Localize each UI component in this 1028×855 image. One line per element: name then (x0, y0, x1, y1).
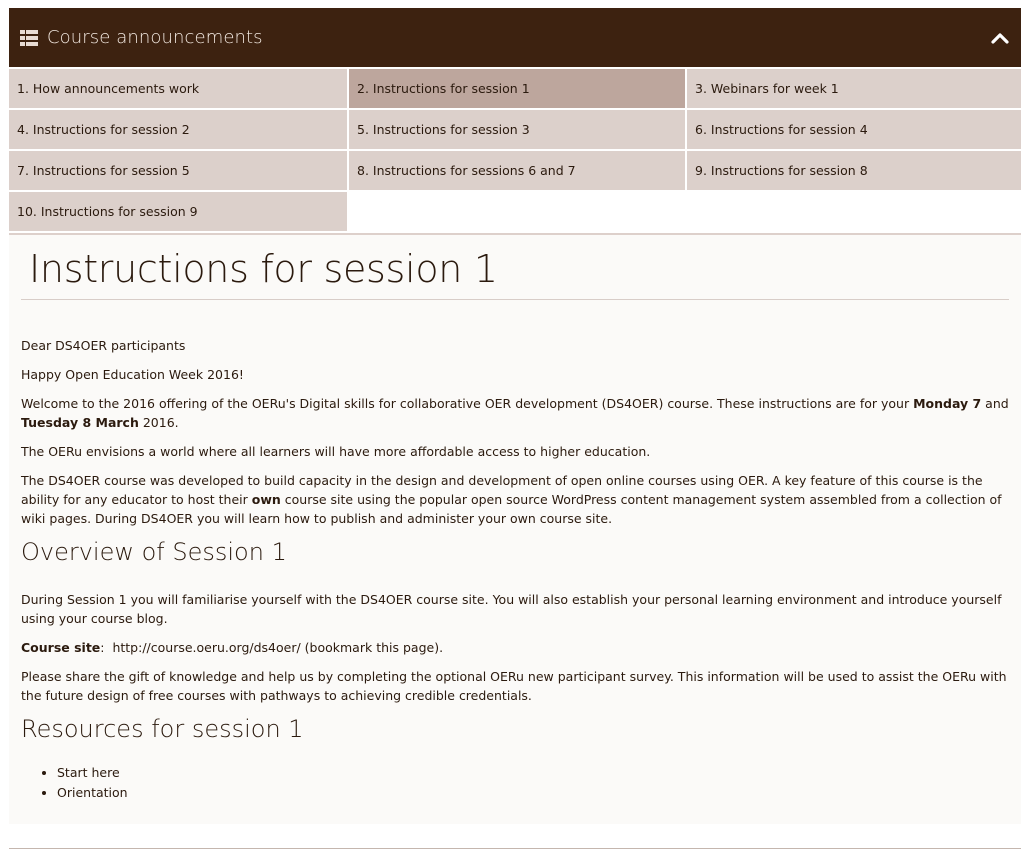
survey-paragraph: Please share the gift of knowledge and help us by completing the optional OERu new participant survey. This information will be used to assist the OERu with the future design of free courses with pathways to achieving credible credentials. (21, 669, 1007, 703)
course-desc-text: The DS4OER course was developed to build capacity in the design and development of open online courses using OER. A key feature of this course is the ability for any educator to host their (21, 473, 983, 507)
footer-divider (9, 848, 1021, 849)
list-item (57, 763, 1009, 783)
panel-header[interactable] (9, 8, 1021, 67)
resources-list (57, 763, 1009, 802)
tab-instructions-session-3[interactable]: 5. Instructions for session 3 (349, 110, 685, 149)
greeting: Dear DS4OER participants (21, 338, 186, 353)
tab-spacer (349, 192, 685, 231)
course-site-link[interactable]: http://course.oeru.org/ds4oer/ (112, 640, 301, 655)
course-site-sep: : (100, 640, 113, 655)
tab-instructions-sessions-6-7[interactable]: 8. Instructions for sessions 6 and 7 (349, 151, 685, 190)
tab-how-announcements-work[interactable]: 1. How announcements work (9, 69, 347, 108)
chevron-up-icon[interactable] (989, 27, 1011, 49)
tab-instructions-session-4[interactable]: 6. Instructions for session 4 (687, 110, 1021, 149)
welcome-paragraph (21, 394, 1009, 432)
overview-paragraph: During Session 1 you will familiarise yourself with the DS4OER course site. You will also establish your personal learning environment and introduce yourself using your course blog. (21, 592, 1002, 626)
course-description (21, 471, 1009, 528)
tab-instructions-session-1[interactable]: 2. Instructions for session 1 (349, 69, 685, 108)
week-line: Happy Open Education Week 2016! (21, 367, 244, 382)
resources-heading: Resources for session 1 (21, 715, 304, 743)
course-site-note: (bookmark this page). (300, 640, 444, 655)
tab-webinars-week-1[interactable]: 3. Webinars for week 1 (687, 69, 1021, 108)
tab-instructions-session-5[interactable]: 7. Instructions for session 5 (9, 151, 347, 190)
welcome-date-1: Monday 7 (913, 396, 982, 411)
welcome-text: Welcome to the 2016 offering of the OERu's Digital skills for collaborative OER development (DS4OER) course. These instructions are for your (21, 396, 914, 411)
announcements-panel (9, 8, 1021, 824)
welcome-date-2: Tuesday 8 March (21, 415, 139, 430)
overview-heading: Overview of Session 1 (21, 538, 287, 566)
tab-instructions-session-9[interactable]: 10. Instructions for session 9 (9, 192, 347, 231)
welcome-text-and: and (981, 396, 1009, 411)
course-desc-text-end: course site using the popular open source WordPress content management system assembled from a collection of wiki pages. During DS4OER you will learn how to publish and administer your own course site. (21, 492, 1002, 526)
course-site-label: Course site (21, 640, 101, 655)
resource-link-start-here[interactable]: Start here (57, 765, 120, 780)
list-icon (20, 30, 38, 46)
resource-link-orientation[interactable]: Orientation (57, 784, 128, 800)
tab-spacer (687, 192, 1021, 231)
announcement-content (9, 233, 1021, 824)
tab-instructions-session-8[interactable]: 9. Instructions for session 8 (687, 151, 1021, 190)
page-title: Instructions for session 1 (21, 245, 1009, 300)
welcome-text-year: 2016. (138, 415, 179, 430)
announcement-tabs (9, 67, 1021, 231)
list-item (57, 783, 1009, 803)
tab-instructions-session-2[interactable]: 4. Instructions for session 2 (9, 110, 347, 149)
course-desc-emphasis: own (251, 492, 281, 507)
vision-paragraph: The OERu envisions a world where all learners will have more affordable access to higher education. (21, 444, 651, 459)
panel-title: Course announcements (47, 27, 263, 48)
course-site-line (21, 638, 1009, 657)
